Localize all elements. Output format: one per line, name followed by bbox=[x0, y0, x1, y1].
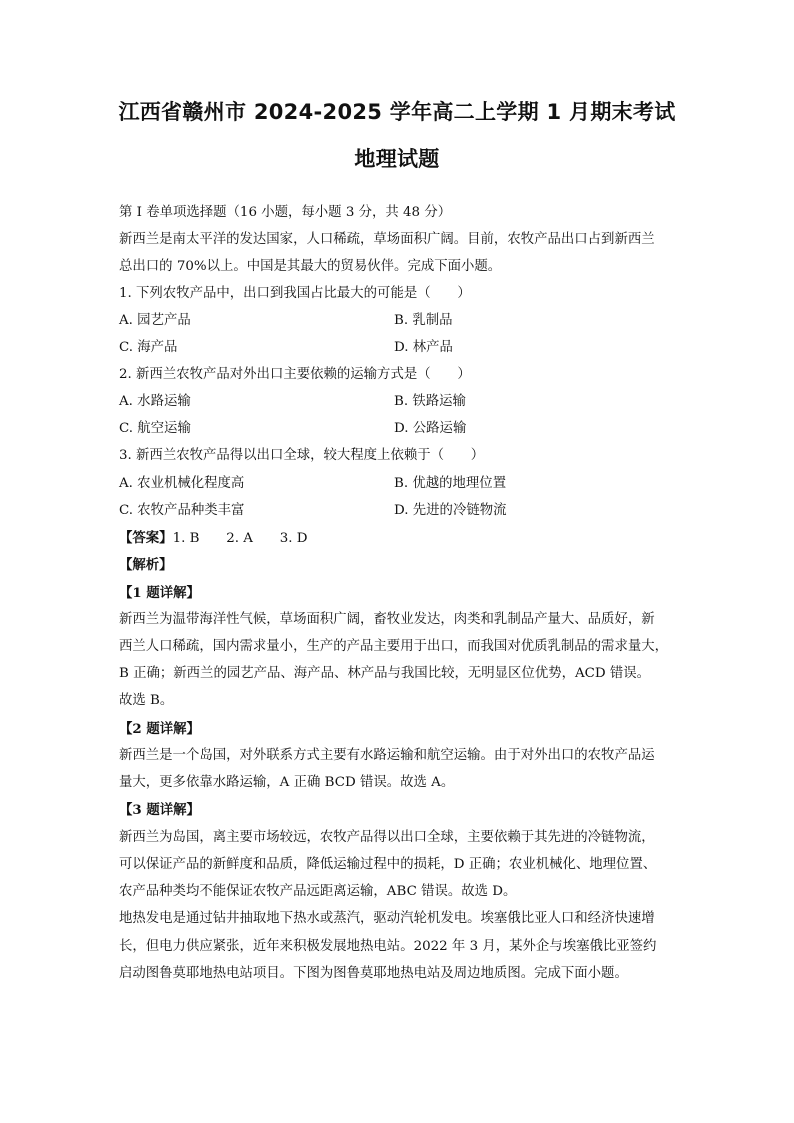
option-d: D. 林产品 bbox=[394, 340, 453, 355]
detail-1-text: B 正确；新西兰的园艺产品、海产品、林产品与我国比较，无明显区位优势，ACD 错误。 bbox=[119, 666, 651, 681]
answer-label: 【答案】 bbox=[119, 530, 173, 546]
analysis-label: 【解析】 bbox=[119, 557, 173, 573]
question-2: 2. 新西兰农牧产品对外出口主要依赖的运输方式是（ ） bbox=[119, 367, 471, 382]
option-c: C. 海产品 bbox=[119, 340, 178, 355]
question-stem: 启动图鲁莫耶地热电站项目。下图为图鲁莫耶地热电站及周边地质图。完成下面小题。 bbox=[119, 966, 628, 981]
exam-subtitle: 地理试题 bbox=[354, 147, 440, 171]
detail-1-text: 新西兰为温带海洋性气候，草场面积广阔，畜牧业发达，肉类和乳制品产量大、品质好，新 bbox=[119, 612, 655, 627]
detail-3-text: 农产品种类均不能保证农牧产品远距离运输，ABC 错误。故选 D。 bbox=[119, 884, 517, 899]
detail-3-text: 新西兰为岛国，离主要市场较远，农牧产品得以出口全球，主要依赖于其先进的冷链物流， bbox=[119, 830, 655, 845]
question-stem: 新西兰是南太平洋的发达国家，人口稀疏，草场面积广阔。目前，农牧产品出口占到新西兰 bbox=[119, 232, 655, 247]
question-stem: 地热发电是通过钻井抽取地下热水或蒸汽，驱动汽轮机发电。埃塞俄比亚人口和经济快速增 bbox=[119, 911, 655, 926]
question-1: 1. 下列农牧产品中，出口到我国占比最大的可能是（ ） bbox=[119, 286, 471, 301]
option-b: B. 铁路运输 bbox=[394, 394, 466, 409]
answer-text: 1. B 2. A 3. D bbox=[172, 531, 308, 546]
detail-1-text: 西兰人口稀疏，国内需求量小，生产的产品主要用于出口，而我国对优质乳制品的需求量大， bbox=[119, 639, 669, 654]
exam-title: 江西省赣州市 2024-2025 学年高二上学期 1 月期末考试 bbox=[118, 100, 676, 124]
detail-2-text: 量大，更多依靠水路运输，A 正确 BCD 错误。故选 A。 bbox=[119, 775, 455, 790]
section-heading: 第 I 卷单项选择题（16 小题，每小题 3 分，共 48 分） bbox=[119, 205, 452, 220]
detail-2-label: 【2 题详解】 bbox=[119, 721, 200, 737]
question-stem: 总出口的 70%以上。中国是其最大的贸易伙伴。完成下面小题。 bbox=[119, 259, 502, 274]
detail-2-text: 新西兰是一个岛国，对外联系方式主要有水路运输和航空运输。由于对外出口的农牧产品运 bbox=[119, 748, 655, 763]
question-3: 3. 新西兰农牧产品得以出口全球，较大程度上依赖于（ ） bbox=[119, 448, 485, 463]
option-b: B. 优越的地理位置 bbox=[394, 476, 507, 491]
detail-3-label: 【3 题详解】 bbox=[119, 802, 200, 818]
option-c: C. 航空运输 bbox=[119, 421, 191, 436]
detail-3-text: 可以保证产品的新鲜度和品质，降低运输过程中的损耗，D 正确；农业机械化、地理位置、 bbox=[119, 857, 657, 872]
question-stem: 长，但电力供应紧张，近年来积极发展地热电站。2022 年 3 月，某外企与埃塞俄比亚签约 bbox=[119, 939, 657, 954]
option-d: D. 公路运输 bbox=[394, 421, 467, 436]
option-d: D. 先进的冷链物流 bbox=[394, 503, 507, 518]
option-c: C. 农牧产品种类丰富 bbox=[119, 503, 245, 518]
option-a: A. 农业机械化程度高 bbox=[119, 476, 245, 491]
detail-1-label: 【1 题详解】 bbox=[119, 585, 200, 601]
option-b: B. 乳制品 bbox=[394, 313, 453, 328]
detail-1-text: 故选 B。 bbox=[119, 693, 174, 708]
answer-line bbox=[119, 528, 307, 549]
option-a: A. 园艺产品 bbox=[119, 313, 191, 328]
option-a: A. 水路运输 bbox=[119, 394, 191, 409]
